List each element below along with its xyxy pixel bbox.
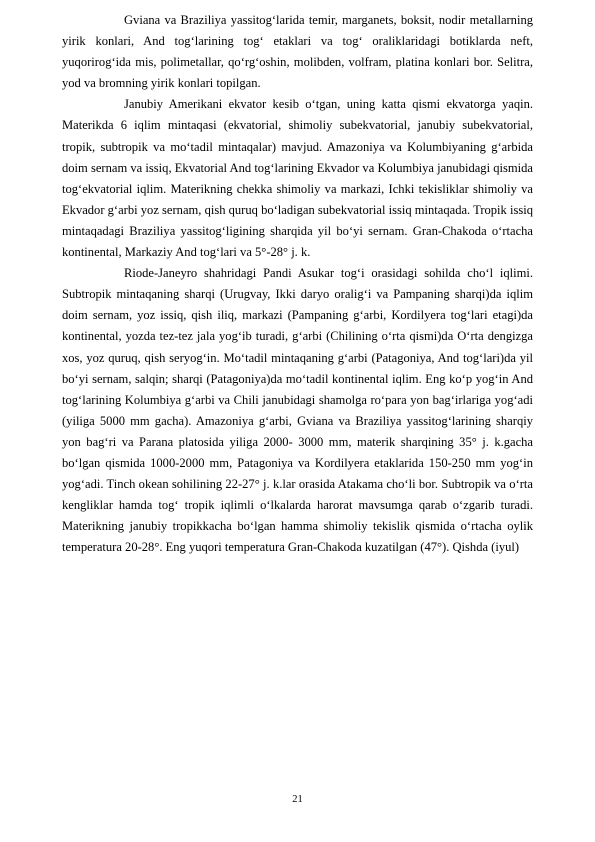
paragraph-minerals: Gviana va Braziliya yassitog‘larida temir, marganets, boksit, nodir metallarning yirik konlari, And tog‘larining tog‘ etaklari va tog‘ oraliklaridagi botiklarda neft, yuqorirog‘ida mis, polimetallar, qo‘rg‘oshin, molibden, volfram, platina konlari bor. Selitra, yod va bromning yirik konlari topilgan. — [62, 13, 533, 91]
page-body — [62, 10, 533, 558]
paragraph-climate-details: Riode-Janeyro shahridagi Pandi Asukar tog‘i orasidagi sohilda cho‘l iqlimi. Subtropik mintaqaning sharqi (Urugvay, Ikki daryo oralig‘i va Pampaning sharqi)da iqlim doim sernam, yoz issiq, qish iliq, markazi (Pampaning g‘arbi, Kordilyera tog‘lari etagi)da kontinental, yozda tez-tez jala yog‘ib turadi, g‘arbi (Chilining o‘rta qismi)da O‘rta dengizga xos, yoz quruq, qish seryog‘in. Mo‘tadil mintaqaning g‘arbi (Patagoniya, And tog‘lari)da yil bo‘yi sernam, salqin; sharqi (Patagoniya)da mo‘tadil kontinental iqlim. Eng ko‘p yog‘in And tog‘larining Kolumbiya g‘arbi va Chili janubidagi shamolga ro‘para yon bag‘irlariga yog‘adi (yiliga 5000 mm gacha). Amazoniya g‘arbi, Gviana va Braziliya yassitog‘larining sharqiy yon bag‘ri va Parana platosida yiliga 2000- 3000 mm, materik sharqining 35° j. k.gacha bo‘lgan qismida 1000-2000 mm, Patagoniya va Kordilyera etaklarida 150-250 mm yog‘in yog‘adi. Tinch okean sohilining 22-27° j. k.lar orasida Atakama cho‘li bor. Subtropik va o‘rta kengliklar hamda tog‘ tropik iqlimli o‘lkalarda harorat mavsumga qarab o‘zgarib turadi. Materikning janubiy tropikkacha bo‘lgan hamma shimoliy tekislik qismida o‘rtacha oylik temperatura 20-28°. Eng yuqori temperatura Gran-Chakoda kuzatilgan (47°). Qishda (iyul) — [62, 266, 533, 555]
page-number: 21 — [292, 794, 303, 805]
paragraph-climate-zones: Janubiy Amerikani ekvator kesib o‘tgan, uning katta qismi ekvatorga yaqin. Materikda 6 iqlim mintaqasi (ekvatorial, shimoliy subekvatorial, janubiy subekvatorial, tropik, subtropik va mo‘tadil mintaqalar) mavjud. Amazoniya va Kolumbiyaning g‘arbida doim sernam va issiq, Ekvatorial And tog‘larining Ekvador va Kolumbiya janubidagi qismida tog‘ekvatorial iqlim. Materikning chekka shimoliy va markazi, Ichki tekisliklar shimoliy va Ekvador g‘arbi yoz sernam, qish quruq bo‘ladigan subekvatorial issiq mintaqada. Tropik issiq mintaqadagi Braziliya yassitog‘ligining sharqida yil bo‘yi sernam. Gran-Chakoda o‘rtacha kontinental, Markaziy And tog‘lari va 5°-28° j. k. — [62, 97, 533, 260]
